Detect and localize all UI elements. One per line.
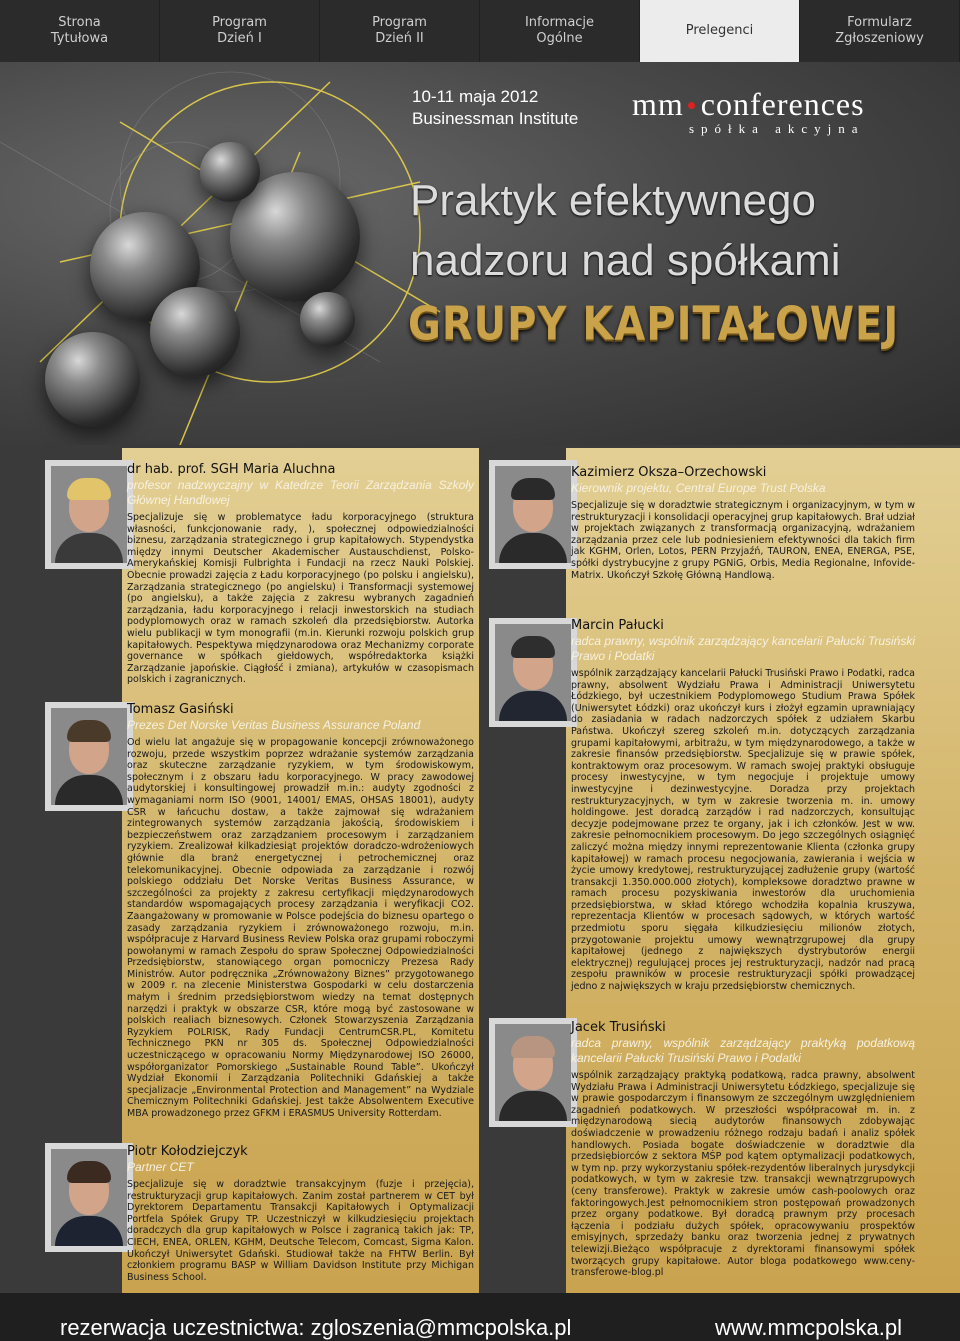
- logo-dot: [688, 102, 695, 109]
- tab-strona-tytulowa[interactable]: Strona Tytułowa: [0, 0, 160, 62]
- title-line-3: GRUPY KAPITAŁOWEJ: [408, 298, 900, 351]
- sphere-small-1: [45, 332, 140, 427]
- speaker-name: Jacek Trusiński: [571, 1020, 666, 1035]
- speaker-trusinski: [571, 1020, 915, 1279]
- speaker-photo-gasinski: [45, 702, 133, 811]
- speaker-palucki: [571, 618, 915, 993]
- sphere-small-2: [300, 292, 355, 347]
- speaker-kolodziejczyk: [127, 1144, 474, 1283]
- speaker-name: Tomasz Gasiński: [127, 702, 234, 717]
- speaker-bio: Od wielu lat angażuje się w propagowanie koncepcji zrównoważonego rozwoju, przede wszystkim poprzez wdrażanie systemów zarządzania oraz skuteczne zarządzanie ryzykiem, w tym środowiskowym, społecznym i z obszaru ładu korporacyjnego. W pracy zawodowej audytorskiej i konsultingowej prowadził m.in.: audyty zgodności z wymaganiami norm ISO (9001, 14001/ EMAS, OHSAS 18001), audyty CSR w łańcuchu dostaw, a także zajmował się wdrażaniem zintegrowanych systemów zarządzania jakością, środowiskiem i bezpieczeństwem oraz zarządzaniem procesowym i zarządzaniem ryzykiem. Zrealizował kilkadziesiąt projektów doradczo-wdrożeniowych głównie dla branż energetycznej i petrochemicznej oraz telekomunikacyjnej. Obecnie odpowiada za zarządzanie i rozwój polskiego oddziału Det Norske Veritas Business Assurance, w szczególności za projekty z zakresu certyfikacji międzynarodowych standardów wspomagających procesy zarządzania i weryfikacji CO2. Zaangażowany w promowanie w Polsce podejścia do biznesu opartego o zasady zarządzania ryzykiem i zrównoważonego rozwoju, m.in. współpracuje z Harvard Business Review Polska oraz grupami roboczymi powołanymi w ramach Zespołu do spraw Społecznej Odpowiedzialności Przedsiębiorstw, stanowiącego organ pomocniczy Prezesa Rady Ministrów. Autor podręcznika „Zrównoważony Biznes” przygotowanego w 2009 r. na zlecenie Ministerstwa Gospodarki w celu dostarczenia małym i średnim przedsiębiorstwom wiedzy na temat dostępnych narzędzi i praktyk w obszarze CSR, które mogą być zastosowane w polskich realiach biznesowych. Członek Stowarzyszenia Zarządzania Ryzykiem POLRISK, Rady Fundacji CentrumCSR.PL, Komitetu Technicznego PKN nr 305 ds. Społecznej Odpowiedzialności uczestniczącego w opracowaniu Normy Międzynarodowej ISO 26000, współorganizator Pomorskiego „Sustainable Round Table”. Ukończył Wydział Ekonomii i Zarządzania Politechniki Gdańskiej a także specjalizacje „Environmental Protection and Management” na Wydziale Chemicznym Politechniki Gdańskiej. Jest także Absolwentem Executive MBA prowadzonego przez GFKM i ERASMUS University Rotterdam.: [127, 737, 474, 1119]
- event-venue-line: Businessman Institute: [412, 109, 579, 128]
- speaker-bio: Specjalizuje się w problematyce ładu korporacyjnego (struktura własności, funkcjonowanie rady, ), społecznej odpowiedzialności biznesu, zarządzania strategicznego i grup kapitałowych. Stypendystka między innymi Deutscher Akademischer Austauschdienst, Polsko-Amerykańskiej Komisji Fulbrighta i Fundacji na rzecz Nauki Polskiej. Obecnie prowadzi zajęcia z Ładu korporacyjnego (po polsku i angielsku), Zarządzania strategicznego (po angielsku) i Transformacji systemowej (po angielsku), a także zajęcia z zakresu wybranych zagadnień zarządzania, ładu korporacyjnego i relacji inwestorskich na studiach podyplomowych oraz w ramach szkoleń dla przedsiębiorstw. Autorka wielu publikacji w tym monografii (m.in. Kierunki rozwoju polskich grup kapitałowych. Pespektywa międzynarodowa oraz Mechanizmy corporate governance w spółkach giełdowych, współredaktorka książki Zarządzanie japońskie. Ciągłość i zmiana), artykułów w czasopismach polskich i zagranicznych.: [127, 512, 474, 686]
- speaker-role: profesor nadzwyczajny w Katedrze Teorii Zarządzania Szkoły Głównej Handlowej: [127, 478, 474, 507]
- event-date: [412, 86, 578, 130]
- tab-informacje-ogolne[interactable]: Informacje Ogólne: [480, 0, 640, 62]
- logo-conferences: conferences: [700, 86, 865, 122]
- speaker-name: Kazimierz Oksza–Orzechowski: [571, 465, 767, 480]
- speaker-bio: Specjalizuje się w doradztwie strategicznym i organizacyjnym, w tym w restrukturyzacji i konsolidacji operacyjnej grup kapitałowych. Brał udział w projektach związanych z transformacją organizacyjną, wdrażaniem zarządzania przez cele lub podniesieniem efektywności dla takich firm jak KGHM, Orlen, Lotos, PERN Przyjaźń, TAURON, ENEA, ENERGA, PSE, spółki dystrybucyjne z grupy PGNiG, Orbis, Media Regionalne, Infovide-Matrix. Ukończył Szkołę Główną Handlową.: [571, 500, 915, 581]
- speaker-role: radca prawny, wspólnik zarządzający praktyką podatkową kancelarii Pałucki Trusiński Prawo i Podatki: [571, 1036, 915, 1065]
- tab-program-dzien-1[interactable]: Program Dzień I: [160, 0, 320, 62]
- footer-website-link[interactable]: www.mmcpolska.pl: [714, 1315, 902, 1340]
- title-line-1: Praktyk efektywnego: [410, 176, 816, 225]
- event-date-line: 10-11 maja 2012: [412, 87, 539, 106]
- speaker-photo-aluchna: [45, 460, 133, 569]
- mm-conferences-logo: [632, 86, 865, 137]
- sphere-medium-2: [150, 287, 240, 377]
- title-line-2: nadzoru nad spółkami: [410, 236, 841, 285]
- speaker-name: Piotr Kołodziejczyk: [127, 1144, 248, 1159]
- speaker-photo-kolodziejczyk: [45, 1143, 133, 1252]
- speaker-bio: wspólnik zarządzający praktyką podatkową, radca prawny, absolwent Wydziału Prawa i Administracji Uniwersytetu Łódzkiego, specjalizuje się w prawie gospodarczym i finansowym ze szczególnym uwzględnieniem zagadnień podatkowych. W przeszłości współpracował m. in. z międzynarodową siecią audytorów finansowych zdobywając doświadczenie w prowadzeniu różnego rodzaju badań i analiz spółek handlowych. Posiada bogate doświadczenie w doradztwie dla przedsiębiorców z sektora MŚP pod kątem optymalizacji podatkowych, w tym np. przy wykorzystaniu spółek-rezydentów liberalnych jurysdykcji podatkowych, w tym w zakresie tzw. transakcji wewnątrzgrupowych (ceny transferowe). Praktyk w zakresie umów cash-poolowych oraz faktoringowych.Jest pełnomocnikiem stron postępowań prowadzonych przez organy podatkowe. Był doradcą prawnym przy procesach łączenia i podziału dużych spółek, opracowywaniu prospektów emisyjnych, sprzedaży banku oraz tworzenia jednej z prywatnych telewizji.Bieżąco współpracuje z dyrektorami finansowymi spółek tworzących grupy kapitałowe. Autor bloga podatkowego www.ceny-transferowe-blog.pl: [571, 1070, 916, 1279]
- logo-mm: mm: [632, 86, 684, 122]
- speaker-bio: Specjalizuje się w doradztwie transakcyjnym (fuzje i przejęcia), restrukturyzacji grup kapitałowych. Zanim został partnerem w CET był Dyrektorem Departamentu Transakcji Kapitałowych i Optymalizacji Portfela Spółek Grupy TP. Uczestniczył w kilkudziesięciu projektach doradczych dla grup kapitałowych w Polsce i zagranicą takich jak: TP, CIECH, ENEA, ORLEN, KGHM, Deutsche Telecom, Comcast, Sigma Kalon. Ukończył Uniwersytet Gdański. Studiował także na FHTW Berlin. Był członkiem programu BASP w William Davidson Institute przy Michigan Business School.: [127, 1179, 474, 1283]
- tab-program-dzien-2[interactable]: Program Dzień II: [320, 0, 480, 62]
- sphere-small-3: [200, 142, 260, 202]
- footer: [0, 1293, 960, 1341]
- speaker-aluchna: [127, 462, 474, 686]
- speaker-role: Partner CET: [127, 1160, 194, 1174]
- tab-prelegenci[interactable]: Prelegenci: [640, 0, 800, 62]
- speaker-bio: wspólnik zarządzający kancelarii Pałucki Trusiński Prawo i Podatki, radca prawny, absolwent Wydziału Prawa i Administracji Uniwersytetu Łódzkiego, był uczestnikiem Podyplomowego Studium Prawa Spółek (Uniwersytet Łódzki) oraz ukończył kurs i złożył egzamin uprawniający do zasiadania w radach nadzorczych spółek z udziałem Skarbu Państwa. Ukończył szereg szkoleń m.in. dotyczących zarządzania grupami kapitałowymi, arbitrażu, w tym międzynarodowego, a także w zakresie finansów przedsiębiorstw. Specjalizuje się w prawie spółek, kontraktowym oraz procesowym. W ramach swojej praktyki obsługuje procesy inwestycyjne, w tym negocjuje i projektuje umowy inwestycyjne i dezinwestycyjne. Doradza przy projektach restrukturyzacyjnych, w tym w zakresie tworzenia m. in. umowy holdingowe. Jest doradcą zarządów i rad nadzorczych, konsultując decyzje podejmowane przez te organy, jak i ich członków. Jest w ww. zakresie pełnomocnikiem procesowym. Do jego szczególnych osiągnięć zaliczyć można między innymi reprezentowanie Klienta (członka grupy kapitałowej) w ramach procesu negocjowania, zawierania i wejścia w życie umowy kredytowej, restrukturyzującej zadłużenie grupy (wartość transakcji 1.350.000.000 złotych), kompleksowe doradztwo prawne w ramach procesu pozyskiwania inwestorów dla uruchomienia przedsiębiorstwa, w skład którego wchodziła kopalnia kruszywa, reprezentacja Klientów w procesach sądowych, w których wartość przedmiotu sporu sięgała kilkudziesięciu milionów złotych, przygotowanie projektu umowy wewnątrzgrupowej dla grupy kapitałowej (jednego z największych dystrybutorów energii elektrycznej) regulującej proces jej restrukturyzacji, nadzór nad pracą zespołu prawników w procesie restrukturyzacji spółki prowadzącej jedno z największych w kraju przedsiębiorstw chemicznych.: [571, 668, 915, 993]
- speaker-role: Prezes Det Norske Veritas Business Assurance Poland: [127, 718, 421, 732]
- speaker-name: Marcin Pałucki: [571, 618, 664, 633]
- speaker-role: radca prawny, wspólnik zarządzający kancelarii Pałucki Trusiński Prawo i Podatki: [571, 634, 915, 663]
- footer-registration-email[interactable]: rezerwacja uczestnictwa: zgloszenia@mmcpolska.pl: [60, 1315, 572, 1340]
- speaker-photo-palucki: [489, 618, 577, 727]
- tab-formularz-zgloszeniowy[interactable]: Formularz Zgłoszeniowy: [800, 0, 960, 62]
- speaker-gasinski: [127, 702, 474, 1120]
- speaker-name: dr hab. prof. SGH Maria Aluchna: [127, 462, 336, 477]
- speaker-role: Kierownik projektu, Central Europe Trust Polska: [571, 481, 826, 495]
- top-nav: [0, 0, 960, 62]
- speaker-photo-trusinski: [489, 1018, 577, 1127]
- speaker-photo-oksza: [489, 460, 577, 569]
- speaker-oksza: [571, 465, 915, 581]
- logo-subtitle: spółka akcyjna: [688, 121, 865, 136]
